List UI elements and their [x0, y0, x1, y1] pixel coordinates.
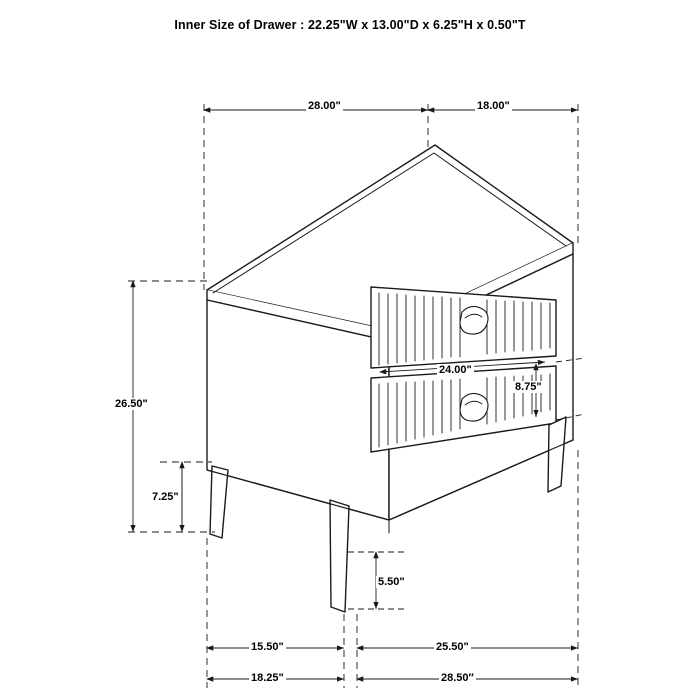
- dim-drawer-width: 24.00": [439, 364, 472, 376]
- dim-drawer-height: 8.75": [515, 381, 542, 393]
- dim-top-right-depth: 18.00": [477, 100, 510, 112]
- dim-leg-height: 7.25": [152, 491, 179, 503]
- dim-overall-height: 26.50": [115, 398, 148, 410]
- dim-front-leg-left: 15.50": [251, 641, 284, 653]
- dim-base-left-width: 18.25": [251, 672, 284, 684]
- page-title: Inner Size of Drawer : 22.25"W x 13.00"D x 6.25"H x 0.50"T: [174, 18, 526, 32]
- dim-leg-inset-bottom: 5.50": [378, 576, 405, 588]
- dim-front-leg-right: 25.50": [436, 641, 469, 653]
- dim-base-right-width: 28.50″: [441, 672, 474, 684]
- dim-top-left-width: 28.00": [308, 100, 341, 112]
